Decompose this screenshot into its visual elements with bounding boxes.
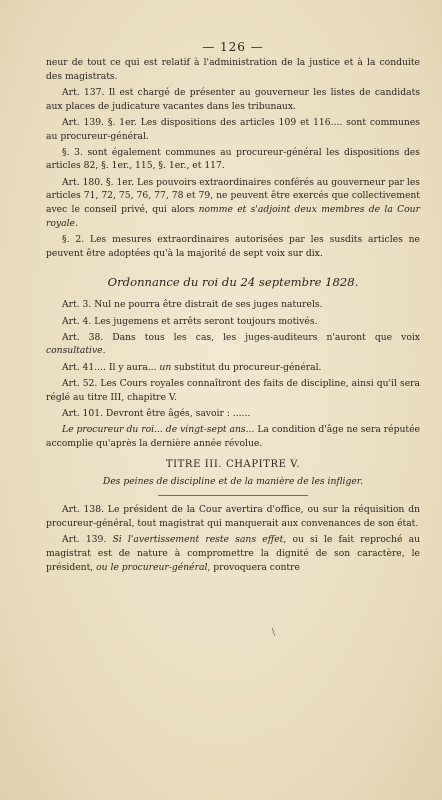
text: Art. 180. §. 1er. Les pouvoirs extraordinaires conférés au gouverneur par les articles 71, 72, 75, 76, 77, 78 et 79, ne peuvent être exercés que collectivement avec le conseil privé, qui alors xyxy=(46,176,420,216)
page-number: — 126 — xyxy=(202,40,264,54)
peines-heading: Des peines de discipline et de la manière de les infliger. xyxy=(102,476,364,488)
text: , provoquera contre xyxy=(207,561,300,573)
text: substitut du procureur-général. xyxy=(171,361,322,373)
italic-text: consultative. xyxy=(46,345,106,357)
ordonnance-heading: Ordonnance du roi du 24 septembre 1828. xyxy=(107,275,359,290)
divider xyxy=(158,495,308,496)
paragraph-art-137: Art. 137. Il est chargé de présenter au gouverneur les listes de candidats aux places de judicature vacantes dans les tribunaux. xyxy=(46,86,420,112)
paragraph-art-41 xyxy=(46,361,420,375)
paragraph-art-138: Art. 138. Le président de la Cour avertira d'office, ou sur la réquisition dn procureur-général, tout magistrat qui manquerait aux convenances de son état. xyxy=(46,504,420,530)
italic-text: Si l'avertissement reste sans effet xyxy=(112,534,284,546)
italic-text: nomme et s'adjoint deux membres de la Cour royale. xyxy=(46,204,420,229)
text: La condition d'âge ne sera réputée accomplie qu'après la dernière année révolue. xyxy=(46,423,420,449)
paragraph-art-38 xyxy=(46,331,420,358)
paragraph-procureur xyxy=(46,423,420,450)
paragraph: neur de tout ce qui est relatif à l'administration de la justice et à la conduite des magistrats. xyxy=(46,57,420,82)
paragraph-art-4: Art. 4. Les jugemens et arrêts seront toujours motivés. xyxy=(62,315,318,327)
paragraph-art-180 xyxy=(46,176,420,231)
stray-ink-mark: \ xyxy=(272,628,276,638)
text: Art. 139. xyxy=(62,534,113,546)
paragraph-art-139-b xyxy=(46,533,420,574)
paragraph-art-3: Art. 3. Nul ne pourra être distrait de ses juges naturels. xyxy=(62,299,323,311)
text: Art. 38. Dans tous les cas, les juges-auditeurs n'auront que voix xyxy=(62,331,420,343)
paragraph-art-52: Art. 52. Les Cours royales connaîtront des faits de discipline, ainsi qu'il sera réglé au titre III, chapitre V. xyxy=(46,377,420,403)
italic-text: un xyxy=(159,361,172,373)
italic-text: ou le procureur-général xyxy=(96,561,208,573)
paragraph-art-139: Art. 139. §. 1er. Les dispositions des articles 109 et 116.... sont communes au procureur-général. xyxy=(46,116,420,142)
italic-text: Le procureur du roi... de vingt-sept ans... xyxy=(62,423,255,435)
paragraph-art-101: Art. 101. Devront être âgés, savoir : ...... xyxy=(62,407,251,419)
titre-heading: TITRE III. CHAPITRE V. xyxy=(165,459,301,471)
paragraph-section-3: §. 3. sont également communes au procureur-général les dispositions des articles 82, §. 1er., 115, §. 1er., et 117. xyxy=(46,146,420,172)
text: Art. 41.... Il y aura... xyxy=(62,361,160,373)
paragraph-section-2: §. 2. Les mesures extraordinaires autorisées par les susdits articles ne peuvent être adoptées qu'à la majorité de sept voix sur dix. xyxy=(46,233,420,259)
text: , ou si le fait reproché au magistrat est de nature à compromettre la dignité de son caractère, le président, xyxy=(46,534,420,573)
